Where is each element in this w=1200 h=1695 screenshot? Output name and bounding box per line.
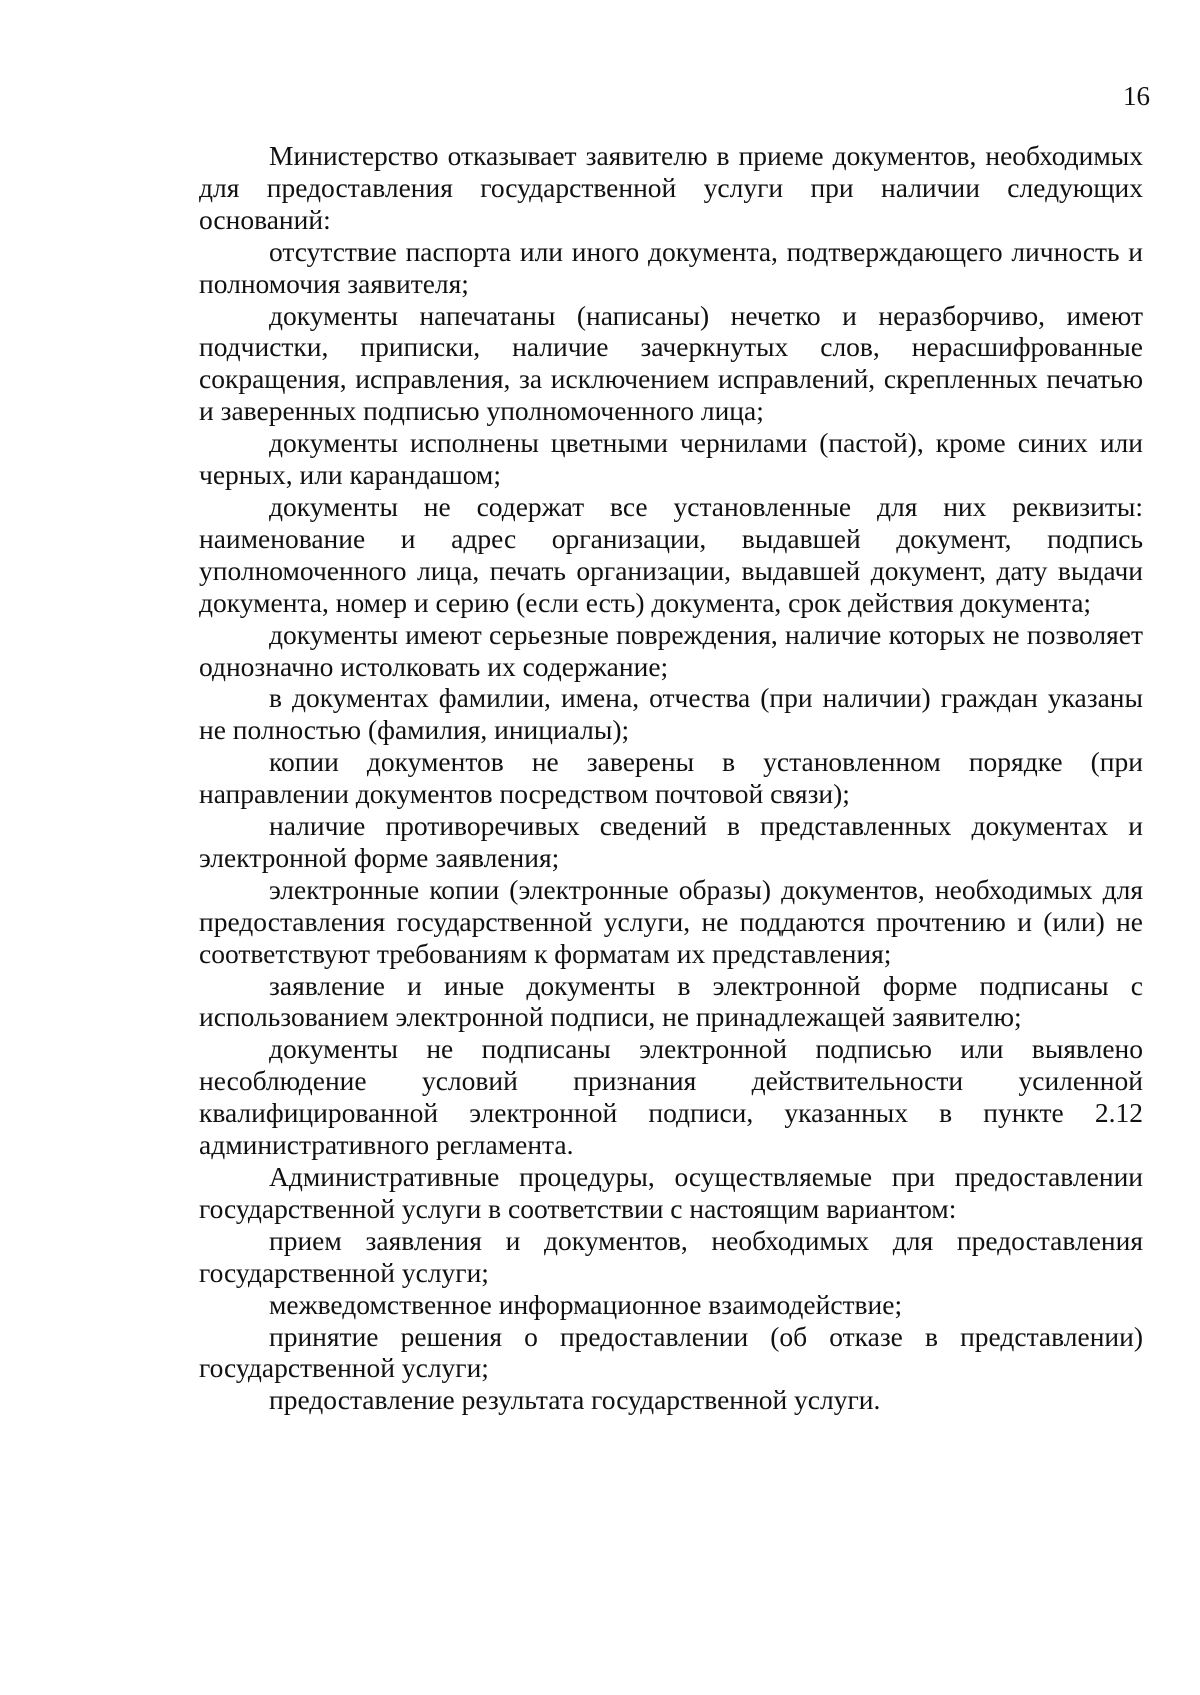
document-body [199, 140, 1143, 1416]
paragraph-colored-ink: документы исполнены цветными чернилами (пастой), кроме синих или черных, или карандашом; [199, 427, 1143, 491]
paragraph-incomplete-names: в документах фамилии, имена, отчества (при наличии) граждан указаны не полностью (фамилия, инициалы); [199, 682, 1143, 746]
paragraph-foreign-signature: заявление и иные документы в электронной форме подписаны с использованием электронной подписи, не принадлежащей заявителю; [199, 969, 1143, 1033]
paragraph-procedure-reception: прием заявления и документов, необходимых для предоставления государственной услуги; [199, 1224, 1143, 1288]
paragraph-procedure-interagency: межведомственное информационное взаимодействие; [269, 1288, 903, 1320]
paragraph-procedure-result: предоставление результата государственной услуги. [269, 1384, 881, 1416]
paragraph-illegible-documents: документы напечатаны (написаны) нечетко и неразборчиво, имеют подчистки, приписки, наличие зачеркнутых слов, нерасшифрованные сокращения, исправления, за исключением исправлений, скрепленных печатью и заверенных подписью уполномоченного лица; [199, 299, 1143, 427]
paragraph-uncertified-copies: копии документов не заверены в установленном порядке (при направлении документов посредством почтовой связи); [199, 746, 1143, 810]
paragraph-serious-damage: документы имеют серьезные повреждения, наличие которых не позволяет однозначно истолковать их содержание; [199, 618, 1143, 682]
page-number: 16 [1123, 81, 1150, 111]
paragraph-no-passport: отсутствие паспорта или иного документа, подтверждающего личность и полномочия заявителя; [199, 235, 1143, 299]
paragraph-unreadable-electronic-copies: электронные копии (электронные образы) документов, необходимых для предоставления государственной услуги, не поддаются прочтению и (или) не соответствуют требованиям к форматам их представления; [199, 873, 1143, 969]
paragraph-refusal-intro: Министерство отказывает заявителю в приеме документов, необходимых для предоставления государственной услуги при наличии следующих оснований: [199, 140, 1143, 235]
paragraph-missing-requisites: документы не содержат все установленные для них реквизиты: наименование и адрес организации, выдавшей документ, подпись уполномоченного лица, печать организации, выдавшей документ, дату выдачи документа, номер и серию (если есть) документа, срок действия документа; [199, 490, 1143, 618]
paragraph-procedures-intro: Административные процедуры, осуществляемые при предоставлении государственной услуги в соответствии с настоящим вариантом: [199, 1161, 1143, 1224]
paragraph-contradictory-info: наличие противоречивых сведений в представленных документах и электронной форме заявления; [199, 810, 1143, 873]
paragraph-procedure-decision: принятие решения о предоставлении (об отказе в представлении) государственной услуги; [199, 1320, 1143, 1384]
paragraph-unsigned-documents: документы не подписаны электронной подписью или выявлено несоблюдение условий признания действительности усиленной квалифицированной электронной подписи, указанных в пункте 2.12 административного регламента. [199, 1033, 1143, 1161]
